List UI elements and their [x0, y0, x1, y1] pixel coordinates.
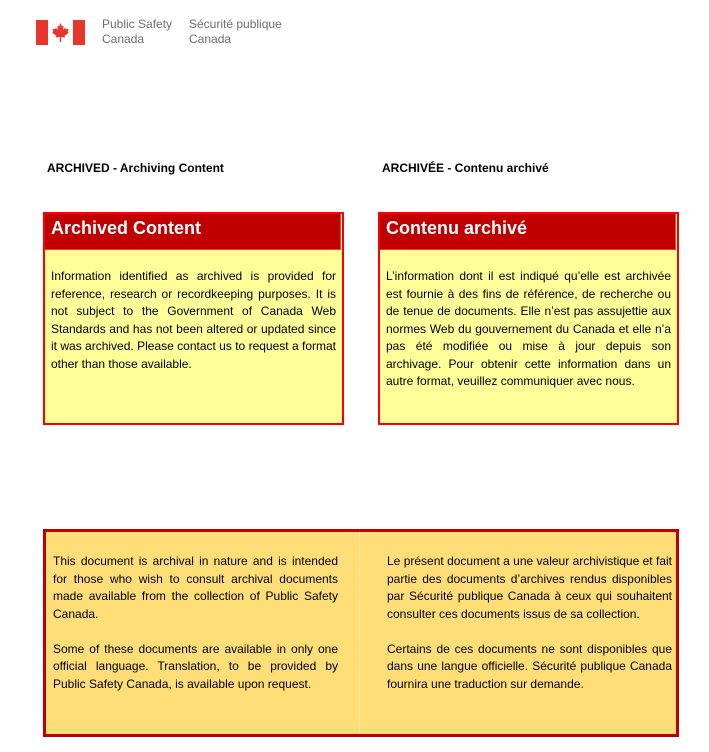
signature-fr-line1: Sécurité publique: [189, 17, 282, 31]
notice-title-fr: Contenu archivé: [380, 214, 676, 250]
archived-notice-fr: [378, 212, 679, 425]
signature-en-line1: Public Safety: [102, 17, 173, 31]
info-en-paragraph-1: This document is archival in nature and is intended for those who wish to consult archival documents made available from the collection of Public Safety Canada.: [53, 554, 338, 621]
flag-bar-left: [36, 20, 48, 45]
archived-notice-en: [43, 212, 344, 425]
info-fr-paragraph-1: Le présent document a une valeur archivistique et fait partie des documents d’archives rendus disponibles par Sécurité publique Canada à ceux qui souhaitent consulter ces documents issus de sa collection.: [387, 554, 672, 621]
signature-en: [102, 17, 172, 47]
notice-body-fr: L’information dont il est indiqué qu’elle est archivée est fournie à des fins de référence, de recherche ou de tenue de documents. Elle n’est pas assujettie aux normes Web du gouvernement du Canada et elle n’a pas été modifiée ou mise à jour depuis son archivage. Pour obtenir cette information dans un autre format, veuillez communiquer avec nous.: [386, 269, 671, 388]
column-divider: [359, 532, 360, 734]
header: [0, 0, 709, 70]
info-en-paragraph-2: Some of these documents are available in only one official language. Translation, to be provided by Public Safety Canada, is available upon request.: [53, 641, 338, 691]
notice-title-en: Archived Content: [45, 214, 341, 250]
info-column-fr: [387, 553, 672, 711]
info-column-en: [53, 553, 338, 711]
notice-body-en: Information identified as archived is provided for reference, research or recordkeeping purposes. It is not subject to the Government of Canada Web Standards and has not been altered or updated since it was archived. Please contact us to request a format other than those available.: [51, 269, 336, 371]
flag-bar-right: [73, 20, 85, 45]
heading-en: ARCHIVED - Archiving Content: [47, 161, 224, 175]
signature-fr-line2: Canada: [189, 32, 232, 46]
info-fr-paragraph-2: Certains de ces documents ne sont disponibles que dans une langue officielle. Sécurité publique Canada fournira une traduction sur demande.: [387, 641, 672, 691]
signature-en-line2: Canada: [102, 32, 145, 46]
canada-flag-icon: [36, 20, 85, 45]
maple-leaf-icon: [50, 22, 71, 43]
heading-fr: ARCHIVÉE - Contenu archivé: [382, 161, 549, 175]
archival-info-box: [43, 529, 679, 737]
signature-fr: [189, 17, 282, 47]
